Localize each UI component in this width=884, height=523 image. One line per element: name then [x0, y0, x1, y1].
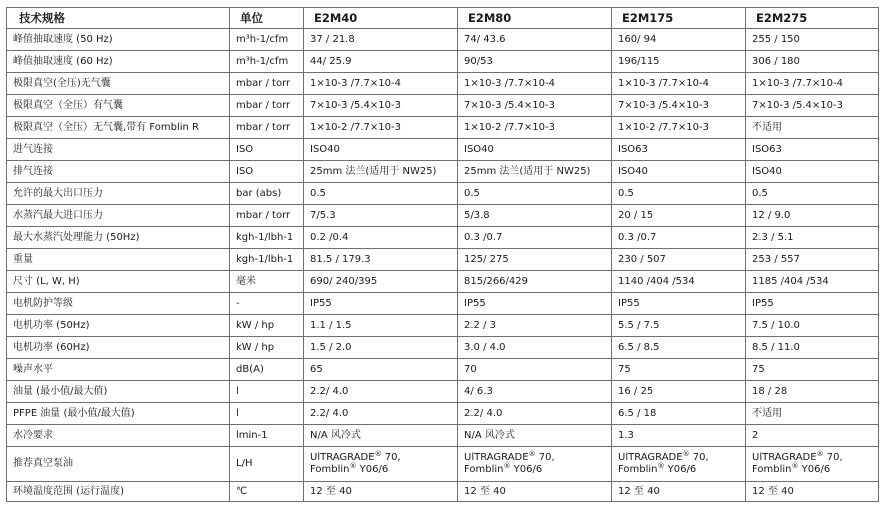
- header-row: [7, 8, 879, 29]
- oil-grade: 70,: [823, 452, 843, 463]
- spec-table: [6, 7, 879, 502]
- oil-name: UlTRAGRADE: [618, 452, 683, 463]
- row-label: 允许的最大出口压力: [7, 183, 230, 205]
- row-label: 电机功率 (50Hz): [7, 315, 230, 337]
- row-label: 进气连接: [7, 139, 230, 161]
- unit-cell: bar (abs): [230, 183, 304, 205]
- table-row: [7, 315, 879, 337]
- value-cell: 2.2/ 4.0: [458, 403, 612, 425]
- unit-cell: kgh-1/lbh-1: [230, 227, 304, 249]
- value-cell: 5/3.8: [458, 205, 612, 227]
- value-cell: 7.5 / 10.0: [746, 315, 879, 337]
- value-cell: IP55: [458, 293, 612, 315]
- row-label: 环境温度范围 (运行温度): [7, 482, 230, 502]
- registered-mark: ®: [374, 450, 382, 458]
- value-cell: IP55: [612, 293, 746, 315]
- value-cell: 1.3: [612, 425, 746, 447]
- oil-line-1: [618, 452, 745, 464]
- value-cell: 7/5.3: [304, 205, 458, 227]
- value-cell: 5.5 / 7.5: [612, 315, 746, 337]
- unit-cell: kW / hp: [230, 337, 304, 359]
- row-label: 重量: [7, 249, 230, 271]
- registered-mark: ®: [349, 462, 357, 470]
- column-header: 技术规格: [7, 8, 230, 29]
- registered-mark: ®: [657, 462, 665, 470]
- unit-cell: mbar / torr: [230, 205, 304, 227]
- unit-cell: -: [230, 293, 304, 315]
- oil-name: UlTRAGRADE: [752, 452, 817, 463]
- oil-name: Fomblin: [310, 464, 350, 475]
- table-row: [7, 183, 879, 205]
- value-cell: ISO40: [746, 161, 879, 183]
- value-cell: [458, 447, 612, 482]
- value-cell: 690/ 240/395: [304, 271, 458, 293]
- value-cell: 815/266/429: [458, 271, 612, 293]
- value-cell: 0.3 /0.7: [612, 227, 746, 249]
- oil-line-2: [618, 464, 745, 476]
- table-row: [7, 447, 879, 482]
- value-cell: 8.5 / 11.0: [746, 337, 879, 359]
- value-cell: 75: [612, 359, 746, 381]
- row-label: 排气连接: [7, 161, 230, 183]
- value-cell: 7×10-3 /5.4×10-3: [304, 95, 458, 117]
- value-cell: 74/ 43.6: [458, 29, 612, 51]
- value-cell: 1140 /404 /534: [612, 271, 746, 293]
- oil-grade: Y06/6: [356, 464, 389, 475]
- row-label: 极限真空（全压）无气囊,带有 Fomblin R: [7, 117, 230, 139]
- value-cell: 196/115: [612, 51, 746, 73]
- unit-cell: kW / hp: [230, 315, 304, 337]
- unit-cell: mbar / torr: [230, 73, 304, 95]
- row-label: 推荐真空泵油: [7, 447, 230, 482]
- value-cell: N/A 风冷式: [304, 425, 458, 447]
- value-cell: 1×10-2 /7.7×10-3: [304, 117, 458, 139]
- value-cell: 12 至 40: [458, 482, 612, 502]
- table-row: [7, 205, 879, 227]
- table-row: [7, 293, 879, 315]
- value-cell: 2.2/ 4.0: [304, 403, 458, 425]
- row-label: 水冷要求: [7, 425, 230, 447]
- value-cell: [304, 447, 458, 482]
- oil-name: UlTRAGRADE: [464, 452, 529, 463]
- row-label: 尺寸 (L, W, H): [7, 271, 230, 293]
- table-row: [7, 117, 879, 139]
- row-label: 油量 (最小值/最大值): [7, 381, 230, 403]
- value-cell: 7×10-3 /5.4×10-3: [746, 95, 879, 117]
- oil-grade: 70,: [535, 452, 555, 463]
- value-cell: 12 至 40: [746, 482, 879, 502]
- row-label: 电机防护等级: [7, 293, 230, 315]
- row-label: 极限真空（全压）有气囊: [7, 95, 230, 117]
- value-cell: 16 / 25: [612, 381, 746, 403]
- table-row: [7, 381, 879, 403]
- value-cell: 253 / 557: [746, 249, 879, 271]
- value-cell: [746, 447, 879, 482]
- value-cell: ISO40: [458, 139, 612, 161]
- value-cell: 2.2/ 4.0: [304, 381, 458, 403]
- oil-name: Fomblin: [752, 464, 792, 475]
- value-cell: ISO63: [746, 139, 879, 161]
- row-label: 噪声水平: [7, 359, 230, 381]
- value-cell: 1×10-3 /7.7×10-4: [612, 73, 746, 95]
- table-row: [7, 29, 879, 51]
- row-label: 极限真空(全压)无气囊: [7, 73, 230, 95]
- value-cell: 12 至 40: [612, 482, 746, 502]
- unit-cell: l: [230, 403, 304, 425]
- value-cell: N/A 风冷式: [458, 425, 612, 447]
- registered-mark: ®: [528, 450, 536, 458]
- registered-mark: ®: [503, 462, 511, 470]
- unit-cell: ISO: [230, 161, 304, 183]
- spec-table-container: [6, 7, 878, 502]
- value-cell: 3.0 / 4.0: [458, 337, 612, 359]
- oil-grade: Y06/6: [798, 464, 831, 475]
- value-cell: 81.5 / 179.3: [304, 249, 458, 271]
- unit-cell: ℃: [230, 482, 304, 502]
- value-cell: 0.5: [612, 183, 746, 205]
- unit-cell: 毫米: [230, 271, 304, 293]
- value-cell: 12 至 40: [304, 482, 458, 502]
- value-cell: 0.5: [746, 183, 879, 205]
- unit-cell: lmin-1: [230, 425, 304, 447]
- table-row: [7, 403, 879, 425]
- value-cell: 4/ 6.3: [458, 381, 612, 403]
- unit-cell: l: [230, 381, 304, 403]
- registered-mark: ®: [791, 462, 799, 470]
- value-cell: 18 / 28: [746, 381, 879, 403]
- unit-cell: ISO: [230, 139, 304, 161]
- row-label: 最大水蒸汽处理能力 (50Hz): [7, 227, 230, 249]
- oil-grade: 70,: [689, 452, 709, 463]
- unit-cell: mbar / torr: [230, 95, 304, 117]
- value-cell: 306 / 180: [746, 51, 879, 73]
- value-cell: 1×10-2 /7.7×10-3: [458, 117, 612, 139]
- row-label: 水蒸汽最大进口压力: [7, 205, 230, 227]
- value-cell: 90/53: [458, 51, 612, 73]
- registered-mark: ®: [816, 450, 824, 458]
- value-cell: 230 / 507: [612, 249, 746, 271]
- unit-cell: m³h-1/cfm: [230, 51, 304, 73]
- value-cell: 125/ 275: [458, 249, 612, 271]
- oil-grade: Y06/6: [510, 464, 543, 475]
- registered-mark: ®: [682, 450, 690, 458]
- value-cell: IP55: [746, 293, 879, 315]
- oil-grade: Y06/6: [664, 464, 697, 475]
- table-row: [7, 51, 879, 73]
- row-label: 电机功率 (60Hz): [7, 337, 230, 359]
- value-cell: 0.2 /0.4: [304, 227, 458, 249]
- value-cell: 2.2 / 3: [458, 315, 612, 337]
- table-row: [7, 271, 879, 293]
- unit-cell: kgh-1/lbh-1: [230, 249, 304, 271]
- table-row: [7, 249, 879, 271]
- oil-name: Fomblin: [464, 464, 504, 475]
- value-cell: 12 / 9.0: [746, 205, 879, 227]
- value-cell: 6.5 / 8.5: [612, 337, 746, 359]
- value-cell: ISO40: [304, 139, 458, 161]
- value-cell: 37 / 21.8: [304, 29, 458, 51]
- value-cell: 25mm 法兰(适用于 NW25): [304, 161, 458, 183]
- table-row: [7, 95, 879, 117]
- value-cell: 1×10-3 /7.7×10-4: [304, 73, 458, 95]
- value-cell: 0.3 /0.7: [458, 227, 612, 249]
- oil-line-2: [310, 464, 457, 476]
- value-cell: 75: [746, 359, 879, 381]
- table-row: [7, 161, 879, 183]
- oil-line-2: [464, 464, 611, 476]
- value-cell: 7×10-3 /5.4×10-3: [458, 95, 612, 117]
- oil-name: Fomblin: [618, 464, 658, 475]
- oil-line-1: [464, 452, 611, 464]
- value-cell: ISO40: [612, 161, 746, 183]
- value-cell: 25mm 法兰(适用于 NW25): [458, 161, 612, 183]
- table-row: [7, 139, 879, 161]
- value-cell: 不适用: [746, 403, 879, 425]
- value-cell: 1×10-3 /7.7×10-4: [458, 73, 612, 95]
- row-label: 峰值抽取速度 (60 Hz): [7, 51, 230, 73]
- value-cell: ISO63: [612, 139, 746, 161]
- unit-cell: dB(A): [230, 359, 304, 381]
- unit-cell: L/H: [230, 447, 304, 482]
- value-cell: 160/ 94: [612, 29, 746, 51]
- value-cell: 20 / 15: [612, 205, 746, 227]
- value-cell: 不适用: [746, 117, 879, 139]
- value-cell: 44/ 25.9: [304, 51, 458, 73]
- unit-cell: mbar / torr: [230, 117, 304, 139]
- value-cell: 0.5: [458, 183, 612, 205]
- table-body: [7, 29, 879, 502]
- value-cell: 2: [746, 425, 879, 447]
- value-cell: 1×10-3 /7.7×10-4: [746, 73, 879, 95]
- value-cell: 0.5: [304, 183, 458, 205]
- column-header: E2M80: [458, 8, 612, 29]
- oil-name: UlTRAGRADE: [310, 452, 375, 463]
- table-row: [7, 227, 879, 249]
- unit-cell: m³h-1/cfm: [230, 29, 304, 51]
- column-header: E2M275: [746, 8, 879, 29]
- value-cell: 1185 /404 /534: [746, 271, 879, 293]
- value-cell: 1.1 / 1.5: [304, 315, 458, 337]
- oil-line-1: [310, 452, 457, 464]
- value-cell: 2.3 / 5.1: [746, 227, 879, 249]
- oil-grade: 70,: [381, 452, 401, 463]
- column-header: 单位: [230, 8, 304, 29]
- value-cell: 1.5 / 2.0: [304, 337, 458, 359]
- value-cell: 65: [304, 359, 458, 381]
- column-header: E2M175: [612, 8, 746, 29]
- table-row: [7, 359, 879, 381]
- row-label: PFPE 油量 (最小值/最大值): [7, 403, 230, 425]
- value-cell: 1×10-2 /7.7×10-3: [612, 117, 746, 139]
- value-cell: 7×10-3 /5.4×10-3: [612, 95, 746, 117]
- value-cell: 6.5 / 18: [612, 403, 746, 425]
- table-row: [7, 337, 879, 359]
- value-cell: [612, 447, 746, 482]
- column-header: E2M40: [304, 8, 458, 29]
- value-cell: IP55: [304, 293, 458, 315]
- oil-line-2: [752, 464, 878, 476]
- oil-line-1: [752, 452, 878, 464]
- value-cell: 70: [458, 359, 612, 381]
- row-label: 峰值抽取速度 (50 Hz): [7, 29, 230, 51]
- table-row: [7, 425, 879, 447]
- table-row: [7, 482, 879, 502]
- table-row: [7, 73, 879, 95]
- value-cell: 255 / 150: [746, 29, 879, 51]
